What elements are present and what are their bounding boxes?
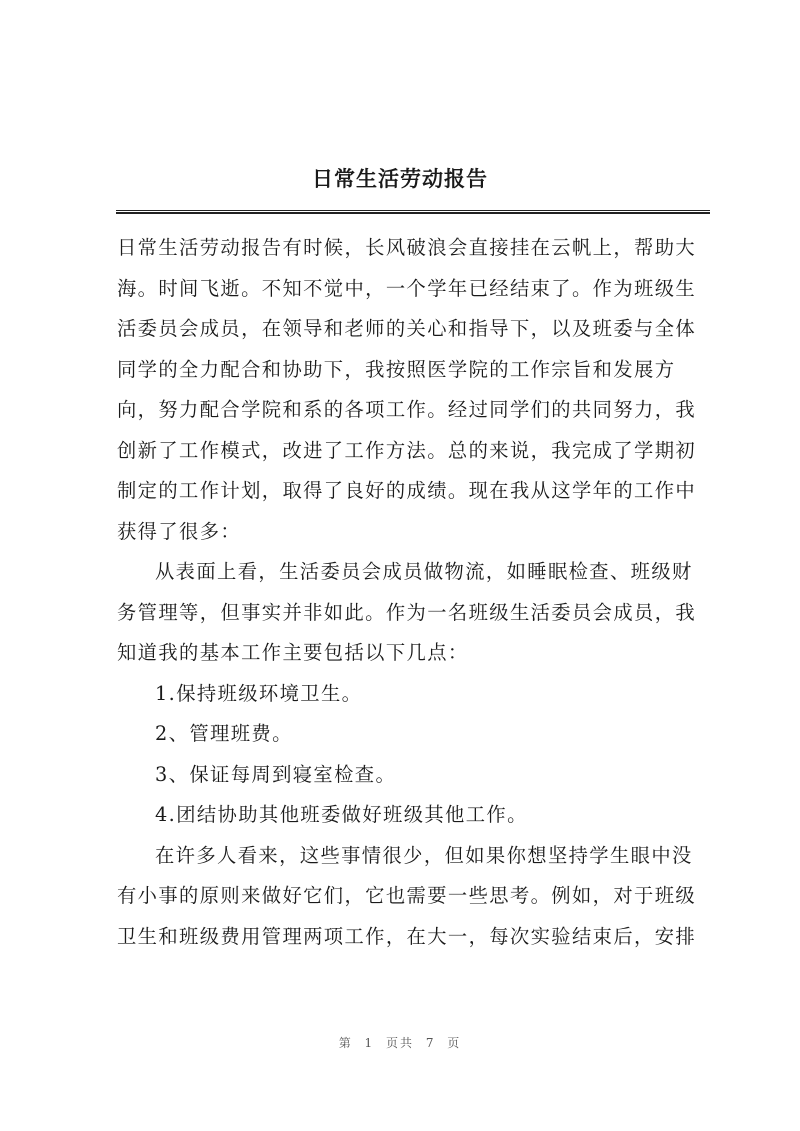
text-line: 4.团结协助其他班委做好班级其他工作。 [155, 803, 528, 826]
text-line: 创新了工作模式，改进了工作方法。总的来说，我完成了学期初 [117, 438, 697, 462]
text-line: 海。时间飞逝。不知不觉中，一个学年已经结束了。作为班级生 [117, 276, 697, 300]
text-line: 知道我的基本工作主要包括以下几点： [117, 641, 469, 664]
text-line: 同学的全力配合和协助下，我按照医学院的工作宗旨和发展方 [117, 357, 676, 381]
text-line: 卫生和班级费用管理两项工作，在大一，每次实验结束后，安排 [117, 924, 697, 948]
page-footer: 第 1 页共 7 页 [338, 1036, 462, 1050]
text-line: 活委员会成员，在领导和老师的关心和指导下，以及班委与全体 [117, 317, 697, 340]
text-line: 有小事的原则来做好它们，它也需要一些思考。例如，对于班级 [117, 884, 697, 907]
text-line: 3、保证每周到寝室检查。 [155, 762, 397, 786]
title-divider [116, 210, 710, 214]
text-line: 务管理等，但事实并非如此。作为一名班级生活委员会成员，我 [117, 600, 697, 624]
text-line: 从表面上看，生活委员会成员做物流，如睡眠检查、班级财 [155, 560, 693, 583]
text-line: 日常生活劳动报告有时候，长风破浪会直接挂在云帆上，帮助大 [117, 236, 697, 259]
text-line: 在许多人看来，这些事情很少，但如果你想坚持学生眼中没 [155, 843, 693, 867]
document-body [117, 228, 713, 957]
text-line: 1.保持班级环境卫生。 [155, 681, 363, 705]
page-title: 日常生活劳动报告 [312, 166, 488, 191]
text-line: 获得了很多： [117, 519, 242, 543]
text-line: 2、管理班费。 [155, 722, 293, 745]
text-line: 向，努力配合学院和系的各项工作。经过同学们的共同努力，我 [117, 398, 697, 421]
text-line: 制定的工作计划，取得了良好的成绩。现在我从这学年的工作中 [117, 479, 697, 502]
